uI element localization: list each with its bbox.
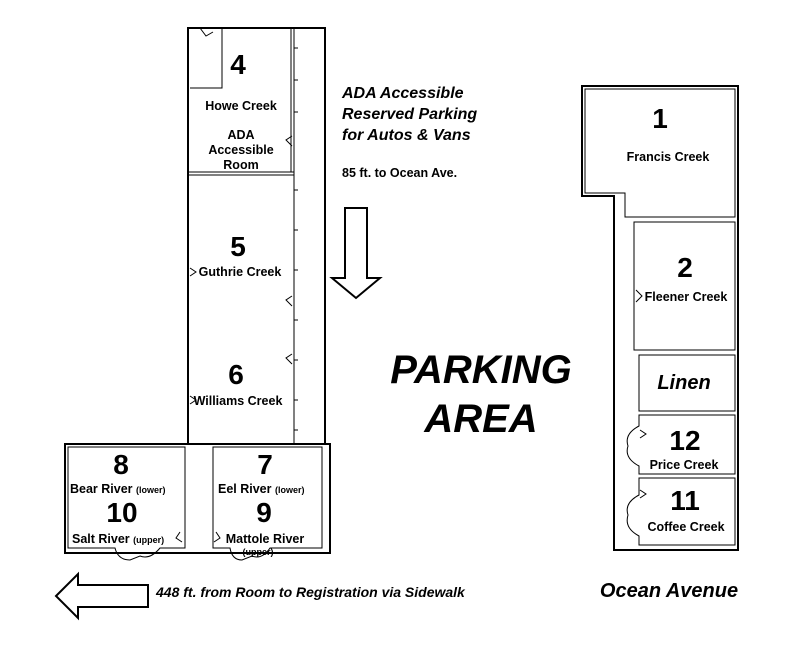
right-building	[582, 86, 738, 550]
room-1-number: 1	[652, 103, 668, 134]
room-11-number: 11	[670, 485, 700, 516]
parking-area-line1: PARKING	[390, 348, 572, 392]
room-4-name: Howe Creek	[205, 99, 277, 113]
arrow-down-icon	[332, 208, 380, 298]
door-icon	[176, 532, 182, 542]
room-2-name: Fleener Creek	[644, 290, 728, 304]
street-label: Ocean Avenue	[599, 580, 739, 602]
door-icon	[200, 28, 213, 36]
door-icon	[640, 490, 646, 498]
room-9-number: 9	[256, 497, 272, 528]
room-12-number: 12	[669, 425, 701, 456]
room-6-number: 6	[228, 359, 244, 390]
room-8-number: 8	[113, 449, 129, 480]
door-icon	[636, 290, 642, 302]
room-9-note: (upper)	[242, 547, 274, 557]
ada-parking-line3: for Autos & Vans	[342, 127, 471, 144]
room-2-outline	[634, 222, 735, 350]
ada-parking-line1: ADA Accessible	[342, 85, 464, 102]
room-10-name: Salt River (upper)	[72, 532, 165, 546]
room-5-number: 5	[230, 231, 246, 262]
ada-room-line2: Accessible	[208, 143, 274, 157]
room-8-name: Bear River (lower)	[70, 482, 166, 496]
door-icon	[214, 532, 220, 542]
room-7-name: Eel River (lower)	[218, 482, 305, 496]
door-icon	[640, 430, 646, 438]
arrow-left-icon	[56, 574, 148, 618]
room4-inner-wall	[190, 28, 222, 88]
room-12-name: Price Creek	[649, 458, 719, 472]
door-icon	[286, 354, 292, 364]
ada-parking-line2: Reserved Parking	[342, 106, 478, 123]
room-4-number: 4	[230, 49, 246, 80]
room-5-name: Guthrie Creek	[198, 265, 282, 279]
room-11-name: Coffee Creek	[647, 520, 725, 534]
room-10-number: 10	[106, 497, 138, 528]
room-7-number: 7	[257, 449, 273, 480]
room-1-name: Francis Creek	[626, 150, 710, 164]
room-6-name: Williams Creek	[193, 394, 283, 408]
walkway-ticks	[294, 48, 298, 430]
ada-room-line3: Room	[223, 158, 259, 172]
ada-parking-distance: 85 ft. to Ocean Ave.	[342, 166, 458, 180]
tall-wing-outline	[188, 28, 325, 444]
linen-name: Linen	[657, 372, 711, 394]
door-icon	[286, 296, 292, 306]
room-2-number: 2	[677, 252, 693, 283]
parking-area-line2: AREA	[424, 397, 538, 441]
bottom-wing	[65, 444, 330, 560]
registration-note: 448 ft. from Room to Registration via Sidewalk	[156, 584, 465, 600]
ada-room-line1: ADA	[227, 128, 255, 142]
ada-parking-note	[341, 85, 477, 180]
left-building	[188, 28, 325, 444]
door-icon	[190, 268, 196, 276]
room-9-name: Mattole River	[225, 532, 305, 546]
